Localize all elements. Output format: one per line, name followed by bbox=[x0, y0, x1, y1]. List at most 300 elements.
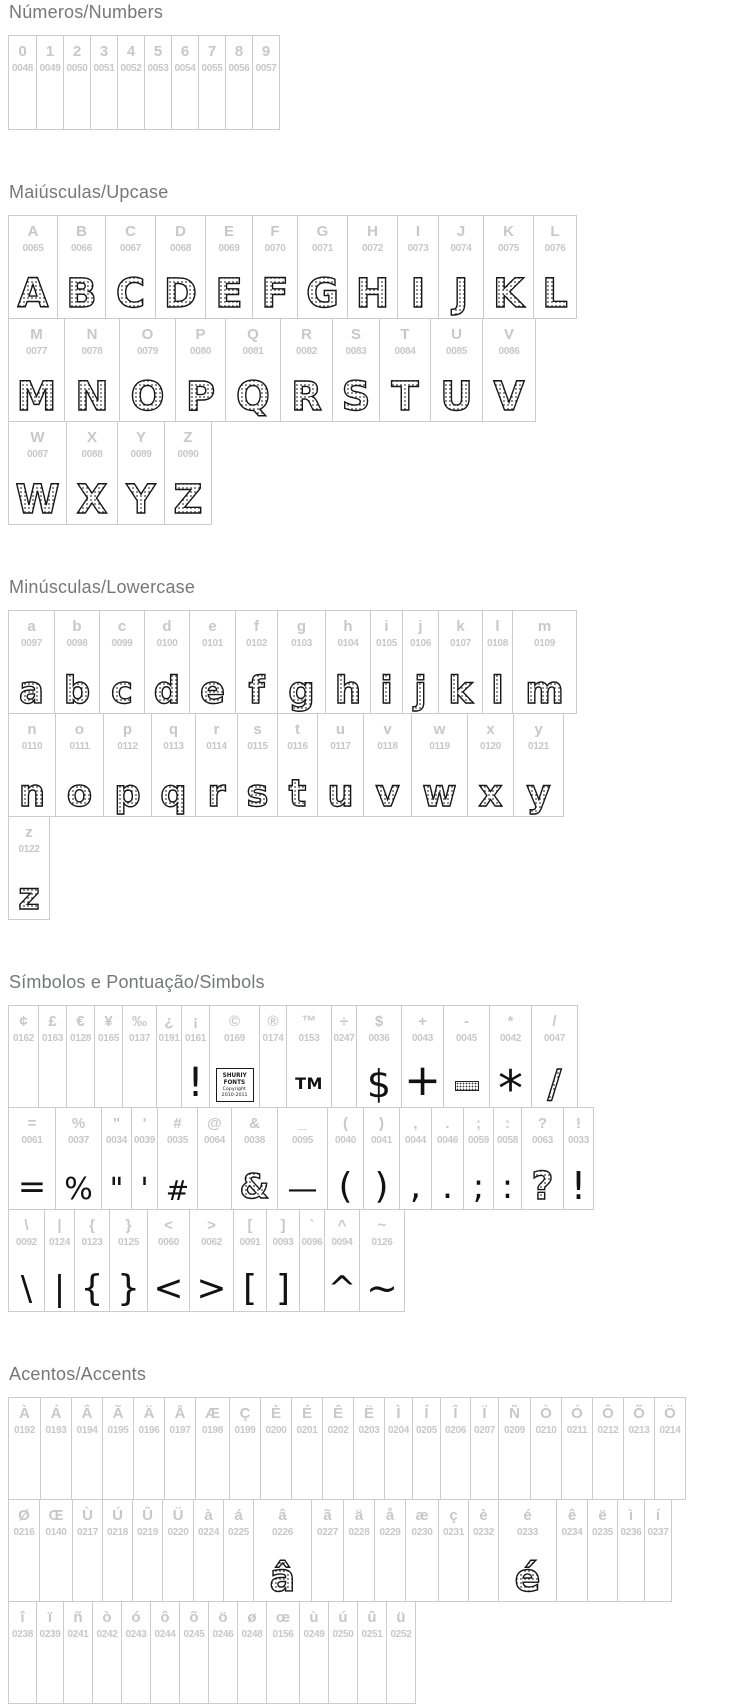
reference-char: È bbox=[270, 1405, 281, 1422]
reference-char: á bbox=[234, 1507, 243, 1524]
reference-char: e bbox=[208, 618, 217, 635]
char-cell bbox=[359, 1210, 404, 1311]
char-cell bbox=[397, 216, 438, 318]
reference-char: é bbox=[523, 1507, 532, 1524]
reference-char: $ bbox=[374, 1013, 384, 1030]
char-cell bbox=[440, 1398, 470, 1499]
reference-char: € bbox=[76, 1013, 85, 1030]
glyph-area bbox=[56, 753, 103, 816]
char-cell bbox=[9, 1210, 44, 1311]
glyph-area bbox=[278, 650, 325, 713]
reference-char: ^ bbox=[337, 1217, 347, 1234]
table-row bbox=[8, 215, 577, 319]
reference-char: Q bbox=[247, 326, 259, 343]
reference-char: 7 bbox=[207, 43, 217, 60]
char-code: 0203 bbox=[358, 1425, 380, 1436]
char-code: 0073 bbox=[407, 243, 429, 254]
char-cell bbox=[438, 216, 483, 318]
reference-char: \ bbox=[24, 1217, 29, 1234]
glyph-area bbox=[358, 1641, 386, 1703]
char-code: 0115 bbox=[247, 741, 268, 752]
reference-char: 1 bbox=[45, 43, 55, 60]
char-code: 0057 bbox=[255, 63, 277, 74]
glyph-area bbox=[226, 75, 252, 129]
glyph-area bbox=[483, 358, 535, 421]
char-code: 0119 bbox=[429, 741, 450, 752]
glyph-area bbox=[357, 1045, 401, 1107]
char-code: 0231 bbox=[442, 1527, 465, 1538]
reference-char: ¥ bbox=[104, 1013, 113, 1030]
glyph-area bbox=[354, 1437, 384, 1499]
reference-char: F bbox=[270, 223, 280, 240]
reference-char: O bbox=[141, 326, 154, 343]
reference-char: # bbox=[173, 1115, 182, 1132]
glyph-area bbox=[531, 1437, 561, 1499]
font-glyph: ^ bbox=[327, 1269, 357, 1310]
char-cell bbox=[54, 611, 99, 713]
font-glyph: B bbox=[66, 271, 97, 317]
reference-char: ( bbox=[343, 1115, 348, 1132]
char-code: 0211 bbox=[566, 1425, 588, 1436]
font-glyph: O bbox=[130, 374, 165, 420]
font-glyph: V bbox=[493, 374, 525, 420]
font-glyph: u bbox=[327, 771, 354, 815]
table-row bbox=[8, 1107, 594, 1210]
char-cell bbox=[99, 611, 144, 713]
char-code: 0242 bbox=[96, 1629, 118, 1640]
char-code: 0047 bbox=[543, 1033, 566, 1044]
char-code: 0213 bbox=[628, 1425, 650, 1436]
font-glyph: ] bbox=[275, 1267, 291, 1309]
char-code: 0121 bbox=[527, 741, 550, 752]
reference-char: Û bbox=[142, 1507, 153, 1524]
glyph-area bbox=[9, 856, 49, 919]
char-cell bbox=[57, 216, 105, 318]
glyph-area bbox=[398, 255, 438, 318]
char-cell bbox=[181, 1006, 209, 1107]
char-code: 0065 bbox=[22, 243, 44, 254]
font-glyph: : bbox=[501, 1167, 514, 1208]
reference-char: Á bbox=[50, 1405, 62, 1422]
reference-char: C bbox=[125, 223, 136, 240]
glyph-area bbox=[9, 1641, 36, 1703]
char-cell bbox=[9, 319, 64, 421]
char-code: 0084 bbox=[394, 346, 416, 357]
reference-char: p bbox=[122, 721, 133, 738]
char-code: 0064 bbox=[203, 1135, 226, 1146]
font-glyph: n bbox=[18, 771, 46, 815]
char-code: 0045 bbox=[455, 1033, 478, 1044]
char-code: 0252 bbox=[390, 1629, 412, 1640]
table-row bbox=[8, 1005, 578, 1118]
char-cell bbox=[374, 1500, 405, 1601]
reference-char: H bbox=[367, 223, 378, 240]
char-code: 0048 bbox=[11, 63, 34, 74]
char-cell bbox=[9, 611, 54, 713]
reference-char: è bbox=[479, 1507, 488, 1524]
reference-char: U bbox=[451, 326, 462, 343]
char-code: 0200 bbox=[265, 1425, 287, 1436]
font-glyph: c bbox=[111, 668, 133, 712]
char-cell bbox=[405, 1500, 438, 1601]
char-cell bbox=[155, 216, 205, 318]
reference-char: õ bbox=[189, 1609, 199, 1626]
char-cell bbox=[144, 611, 189, 713]
font-glyph: e bbox=[199, 668, 226, 712]
table-row bbox=[8, 421, 212, 525]
char-cell bbox=[331, 1006, 356, 1107]
reference-char: ÷ bbox=[339, 1013, 349, 1030]
reference-char: + bbox=[418, 1013, 427, 1030]
reference-char: Ï bbox=[482, 1405, 487, 1422]
char-code: 0243 bbox=[125, 1629, 147, 1640]
char-code: 0105 bbox=[375, 638, 398, 649]
reference-char: Í bbox=[424, 1405, 429, 1422]
char-code: 0099 bbox=[111, 638, 133, 649]
glyph-area bbox=[190, 1249, 233, 1311]
glyph-area bbox=[238, 1641, 266, 1703]
char-code: 0094 bbox=[331, 1237, 353, 1248]
font-glyph: Q bbox=[235, 374, 270, 420]
char-code: 0077 bbox=[25, 346, 48, 357]
glyph-area bbox=[198, 1147, 231, 1209]
char-code: 0106 bbox=[409, 638, 432, 649]
reference-char: ë bbox=[598, 1507, 607, 1524]
char-cell bbox=[9, 422, 66, 524]
char-cell bbox=[260, 1398, 291, 1499]
char-cell bbox=[205, 216, 252, 318]
char-cell bbox=[198, 36, 225, 129]
char-cell bbox=[147, 1210, 189, 1311]
glyph-area bbox=[65, 358, 119, 421]
glyph-area bbox=[385, 1437, 412, 1499]
char-code: 0137 bbox=[128, 1033, 151, 1044]
char-code: 0244 bbox=[154, 1629, 176, 1640]
char-cell bbox=[189, 611, 235, 713]
char-code: 0193 bbox=[45, 1425, 67, 1436]
char-code: 0140 bbox=[45, 1527, 67, 1538]
font-glyph: s bbox=[246, 771, 269, 815]
font-glyph: | bbox=[53, 1269, 66, 1310]
glyph-area bbox=[176, 358, 225, 421]
char-code: 0210 bbox=[535, 1425, 557, 1436]
glyph-area bbox=[432, 1147, 463, 1209]
char-code: 0109 bbox=[533, 638, 556, 649]
glyph-area bbox=[151, 1641, 179, 1703]
char-cell bbox=[370, 611, 402, 713]
char-cell bbox=[498, 1500, 556, 1601]
glyph-area bbox=[199, 75, 225, 129]
reference-char: ã bbox=[323, 1507, 332, 1524]
reference-char: % bbox=[71, 1115, 86, 1132]
char-cell bbox=[259, 1006, 286, 1107]
char-cell bbox=[171, 36, 198, 129]
font-glyph: v bbox=[375, 771, 400, 815]
glyph-area bbox=[37, 1641, 63, 1703]
reference-char: Ö bbox=[664, 1405, 676, 1422]
glyph-area bbox=[73, 1539, 102, 1601]
char-cell bbox=[151, 714, 195, 816]
reference-char: ? bbox=[537, 1115, 548, 1132]
copyright-line: 2010-2011 bbox=[221, 1092, 248, 1098]
char-cell bbox=[175, 319, 225, 421]
char-cell bbox=[489, 1006, 531, 1118]
glyph-area bbox=[364, 1147, 399, 1209]
char-cell bbox=[94, 1006, 122, 1107]
reference-char: A bbox=[27, 223, 39, 240]
reference-char: M bbox=[30, 326, 43, 343]
char-code: 0232 bbox=[472, 1527, 495, 1538]
reference-char: ê bbox=[567, 1507, 577, 1524]
reference-char: ü bbox=[396, 1609, 406, 1626]
char-cell bbox=[253, 1500, 311, 1601]
char-code: 0095 bbox=[291, 1135, 314, 1146]
char-cell bbox=[237, 714, 277, 816]
glyph-area bbox=[464, 1147, 493, 1209]
reference-char: Æ bbox=[205, 1405, 220, 1422]
glyph-area bbox=[375, 1539, 405, 1601]
reference-char: [ bbox=[247, 1217, 253, 1234]
char-code: 0046 bbox=[436, 1135, 459, 1146]
font-glyph: \ bbox=[20, 1269, 33, 1310]
glyph-area bbox=[412, 753, 467, 816]
glyph-area bbox=[380, 358, 430, 421]
glyph-area bbox=[490, 1045, 531, 1118]
reference-char: ® bbox=[267, 1013, 279, 1030]
reference-char: 4 bbox=[126, 43, 136, 60]
char-code: 0037 bbox=[67, 1135, 90, 1146]
char-code: 0245 bbox=[183, 1629, 205, 1640]
glyph-area bbox=[371, 650, 402, 713]
char-cell bbox=[277, 714, 317, 816]
reference-char: : bbox=[505, 1115, 510, 1132]
char-code: 0056 bbox=[228, 63, 250, 74]
char-cell bbox=[384, 1398, 412, 1499]
glyph-area bbox=[180, 1641, 208, 1703]
char-code: 0059 bbox=[467, 1135, 490, 1146]
reference-char: Ä bbox=[143, 1405, 155, 1422]
char-cell bbox=[195, 1398, 229, 1499]
char-cell bbox=[431, 1108, 463, 1209]
font-glyph: i bbox=[380, 668, 393, 712]
font-glyph: H bbox=[355, 271, 390, 317]
glyph-area bbox=[588, 1539, 617, 1601]
lowercase-table bbox=[8, 610, 730, 920]
glyph-area bbox=[9, 650, 54, 713]
reference-char: ; bbox=[476, 1115, 481, 1132]
char-code: 0153 bbox=[298, 1033, 320, 1044]
reference-char: Å bbox=[174, 1405, 186, 1422]
reference-char: å bbox=[385, 1507, 395, 1524]
char-code: 0161 bbox=[184, 1033, 207, 1044]
char-cell bbox=[513, 714, 563, 816]
glyph-area bbox=[534, 255, 576, 318]
font-glyph: I bbox=[410, 271, 426, 317]
char-cell bbox=[343, 1500, 374, 1601]
char-cell bbox=[229, 1398, 260, 1499]
font-glyph: f bbox=[248, 668, 265, 712]
font-glyph: o bbox=[66, 771, 93, 815]
reference-char: ¡ bbox=[193, 1013, 198, 1030]
reference-char: Y bbox=[135, 429, 146, 446]
reference-char: @ bbox=[207, 1115, 222, 1132]
font-glyph: $ bbox=[366, 1061, 392, 1106]
char-cell bbox=[280, 319, 332, 421]
glyph-area bbox=[118, 461, 164, 524]
glyph-area bbox=[439, 255, 483, 318]
char-cell bbox=[363, 714, 411, 816]
reference-char: t bbox=[295, 721, 300, 738]
glyph-area bbox=[234, 1249, 266, 1311]
char-code: 0217 bbox=[76, 1527, 99, 1538]
reference-char: Ü bbox=[172, 1507, 184, 1524]
glyph-area bbox=[209, 1641, 237, 1703]
char-code: 0036 bbox=[368, 1033, 390, 1044]
char-code: 0051 bbox=[93, 63, 115, 74]
reference-char: * bbox=[507, 1013, 514, 1030]
char-code: 0251 bbox=[361, 1629, 383, 1640]
char-cell bbox=[353, 1398, 384, 1499]
char-code: 0101 bbox=[201, 638, 224, 649]
glyph-area bbox=[387, 1641, 415, 1703]
glyph-area bbox=[253, 75, 279, 129]
char-code: 0209 bbox=[503, 1425, 526, 1436]
font-glyph: > bbox=[196, 1267, 227, 1309]
char-code: 0192 bbox=[13, 1425, 36, 1436]
font-glyph: ) bbox=[374, 1165, 389, 1207]
char-code: 0040 bbox=[334, 1135, 357, 1146]
font-glyph: a bbox=[19, 668, 44, 712]
char-code: 0214 bbox=[659, 1425, 681, 1436]
char-code: 0204 bbox=[387, 1425, 410, 1436]
reference-char: Ú bbox=[112, 1507, 123, 1524]
accents-table bbox=[8, 1397, 730, 1704]
glyph-area bbox=[9, 1539, 39, 1601]
char-cell bbox=[291, 1398, 322, 1499]
char-cell bbox=[443, 1006, 489, 1107]
char-code: 0117 bbox=[330, 741, 351, 752]
font-glyph: [ bbox=[242, 1267, 258, 1309]
reference-char: a bbox=[27, 618, 36, 635]
glyph-area bbox=[230, 1437, 260, 1499]
glyph-area bbox=[329, 1641, 357, 1703]
glyph-area bbox=[41, 1437, 71, 1499]
reference-char: í bbox=[655, 1507, 661, 1524]
char-code: 0043 bbox=[411, 1033, 434, 1044]
char-code: 0096 bbox=[301, 1237, 323, 1248]
char-cell bbox=[401, 1006, 443, 1107]
char-code: 0165 bbox=[97, 1033, 120, 1044]
char-cell bbox=[40, 1398, 71, 1499]
font-glyph: # bbox=[165, 1173, 190, 1207]
reference-char: } bbox=[125, 1217, 132, 1234]
glyph-area bbox=[9, 255, 57, 318]
reference-char: T bbox=[400, 326, 410, 343]
char-cell bbox=[493, 1108, 521, 1209]
char-cell bbox=[266, 1210, 299, 1311]
char-code: 0248 bbox=[241, 1629, 263, 1640]
char-cell bbox=[587, 1500, 617, 1601]
reference-char: ™ bbox=[301, 1013, 317, 1030]
char-code: 0050 bbox=[66, 63, 88, 74]
glyph-area bbox=[75, 1249, 109, 1311]
glyph-area bbox=[328, 1147, 363, 1209]
glyph-area bbox=[158, 1147, 197, 1209]
char-cell bbox=[347, 216, 397, 318]
glyph-area bbox=[206, 255, 252, 318]
reference-char: o bbox=[74, 721, 85, 738]
glyph-area bbox=[348, 255, 397, 318]
char-code: 0246 bbox=[212, 1629, 234, 1640]
font-glyph: { bbox=[80, 1267, 104, 1309]
char-cell bbox=[101, 1108, 131, 1209]
reference-char: ¿ bbox=[164, 1013, 174, 1030]
char-cell bbox=[322, 1398, 353, 1499]
char-cell bbox=[299, 1210, 324, 1311]
char-cell bbox=[189, 1210, 233, 1311]
char-code: 0058 bbox=[496, 1135, 519, 1146]
char-code: 0103 bbox=[290, 638, 313, 649]
char-code: 0110 bbox=[21, 741, 43, 752]
char-code: 0216 bbox=[13, 1527, 35, 1538]
char-code: 0120 bbox=[479, 741, 502, 752]
char-cell bbox=[311, 1500, 343, 1601]
reference-char: f bbox=[254, 618, 259, 635]
char-code: 0092 bbox=[15, 1237, 38, 1248]
font-glyph: M bbox=[16, 374, 57, 420]
glyph-area bbox=[431, 358, 482, 421]
char-code: 0235 bbox=[591, 1527, 614, 1538]
font-glyph: & bbox=[239, 1167, 270, 1208]
char-cell bbox=[71, 1398, 102, 1499]
char-code: 0205 bbox=[415, 1425, 438, 1436]
char-code: 0083 bbox=[345, 346, 367, 357]
glyph-area bbox=[102, 1147, 131, 1209]
char-cell bbox=[122, 1006, 156, 1107]
glyph-area bbox=[103, 1437, 133, 1499]
char-code: 0068 bbox=[169, 243, 192, 254]
char-cell bbox=[74, 1210, 109, 1311]
reference-char: l bbox=[495, 618, 500, 635]
char-cell bbox=[39, 1500, 72, 1601]
char-code: 0112 bbox=[117, 741, 138, 752]
glyph-area bbox=[645, 1539, 671, 1601]
glyph-area bbox=[145, 75, 171, 129]
glyph-area bbox=[64, 75, 90, 129]
reference-char: I bbox=[415, 223, 421, 240]
font-glyph: } bbox=[117, 1267, 140, 1309]
glyph-area bbox=[267, 1249, 299, 1311]
glyph-area bbox=[484, 255, 533, 318]
char-cell bbox=[132, 1500, 162, 1601]
char-cell bbox=[156, 1006, 181, 1107]
font-glyph: Z bbox=[173, 477, 203, 523]
char-cell bbox=[162, 1500, 193, 1601]
char-code: 0229 bbox=[379, 1527, 401, 1538]
glyph-area bbox=[133, 1539, 162, 1601]
char-cell bbox=[482, 319, 535, 421]
reference-char: . bbox=[445, 1115, 450, 1132]
font-glyph: t bbox=[288, 771, 307, 815]
char-code: 0088 bbox=[81, 449, 103, 460]
glyph-area bbox=[56, 1147, 101, 1209]
glyph-area bbox=[292, 1437, 322, 1499]
reference-char: j bbox=[418, 618, 423, 635]
glyph-area bbox=[91, 75, 117, 129]
glyph-area bbox=[123, 1045, 156, 1107]
char-cell bbox=[164, 422, 211, 524]
glyph-area bbox=[564, 1147, 593, 1209]
